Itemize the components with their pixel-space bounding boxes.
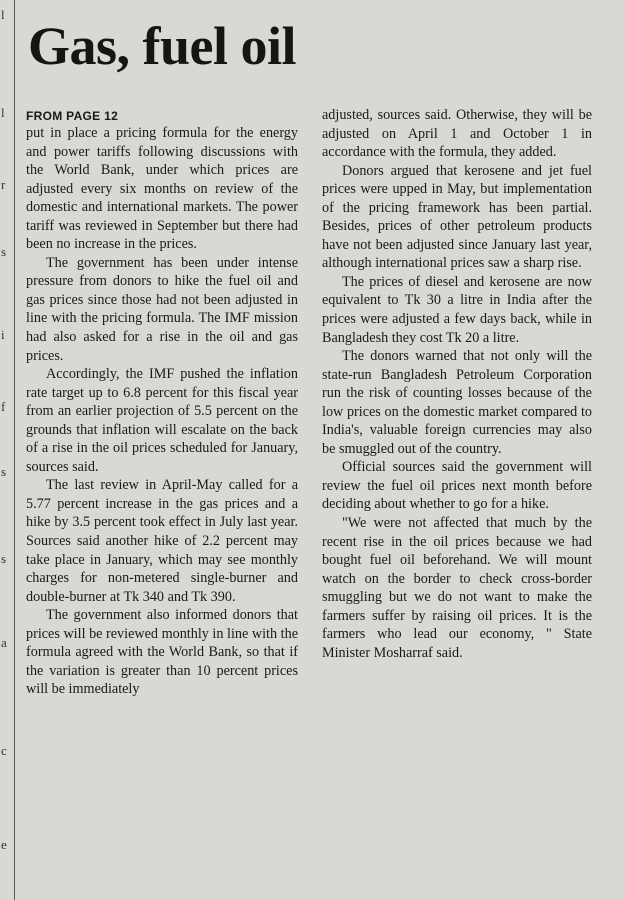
edge-fragment: a (1, 635, 7, 650)
edge-fragment: i (1, 327, 5, 342)
edge-fragment: e (1, 837, 7, 852)
edge-fragment: s (1, 551, 7, 566)
paragraph: Donors argued that kerosene and jet fuel prices were upped in May, but implementation of the pricing framework has been partial. Besides, prices of other petroleum products have not been adjusted since January last year, although international prices saw a sharp rise. (322, 162, 592, 272)
edge-fragment: r (1, 177, 6, 192)
article-column-right (322, 106, 592, 662)
paragraph: The government also informed donors that prices will be reviewed monthly in line with the formula agreed with the World Bank, so that if the variation is greater than 10 percent prices will be immediately (26, 607, 298, 698)
paragraph: Accordingly, the IMF pushed the inflation rate target up to 6.8 percent for this fiscal year from an earlier projection of 5.5 percent on the grounds that inflation will escalate on the back of a rise in the oil prices scheduled for January, sources said. (26, 366, 298, 475)
headline: Gas, fuel oil (28, 16, 297, 76)
paragraph: "We were not affected that much by the recent rise in the oil prices because we had bought fuel oil beforehand. We will mount watch on the border to check cross-border smuggling but we do not want to make the farmers suffer by raising oil prices. It is the farmers who lead our economy, " State Minister Mosharraf said. (322, 515, 592, 661)
adjacent-column-edge (0, 0, 13, 900)
continued-from-label: FROM PAGE 12 (26, 109, 119, 123)
paragraph: The government has been under intense pressure from donors to hike the fuel oil and gas prices since those had not been adjusted in line with the pricing formula. The IMF mission had also asked for a rise in the oil and gas prices. (26, 254, 298, 364)
edge-fragment: s (1, 244, 7, 259)
paragraph: The last review in April-May called for a 5.77 percent increase in the gas prices and a hike by 3.5 percent took effect in July last year. Sources said another hike of 2.2 percent may take place in January, which may see monthly charges for non-metered single-burner and double-burner at Tk 340 and Tk 390. (26, 477, 298, 605)
edge-fragment: s (1, 464, 7, 479)
edge-fragment: f (1, 399, 6, 414)
article-column-left (26, 108, 298, 699)
paragraph: The donors warned that not only will the state-run Bangladesh Petroleum Corporation run the risk of counting losses because of the low prices on the domestic market compared to India's, valuable foreign currencies may also be smuggled out of the country. (322, 348, 592, 457)
edge-fragment: l (1, 7, 5, 22)
edge-fragment: l (1, 105, 5, 120)
edge-fragment: c (1, 743, 7, 758)
paragraph: put in place a pricing formula for the energy and power tariffs following discussions with the World Bank, under which prices are adjusted every six months on review of the domestic and international markets. The power tariff was reviewed in September but there had been no increase in the prices. (26, 125, 298, 253)
paragraph: Official sources said the government will review the fuel oil prices next month before deciding about whether to go for a hike. (322, 459, 592, 513)
column-rule (14, 0, 15, 900)
paragraph: The prices of diesel and kerosene are now equivalent to Tk 30 a litre in India after the prices were adjusted a few days back, while in Bangladesh they cost Tk 20 a litre. (322, 273, 592, 346)
paragraph: adjusted, sources said. Otherwise, they will be adjusted on April 1 and October 1 in accordance with the formula, they added. (322, 107, 592, 161)
